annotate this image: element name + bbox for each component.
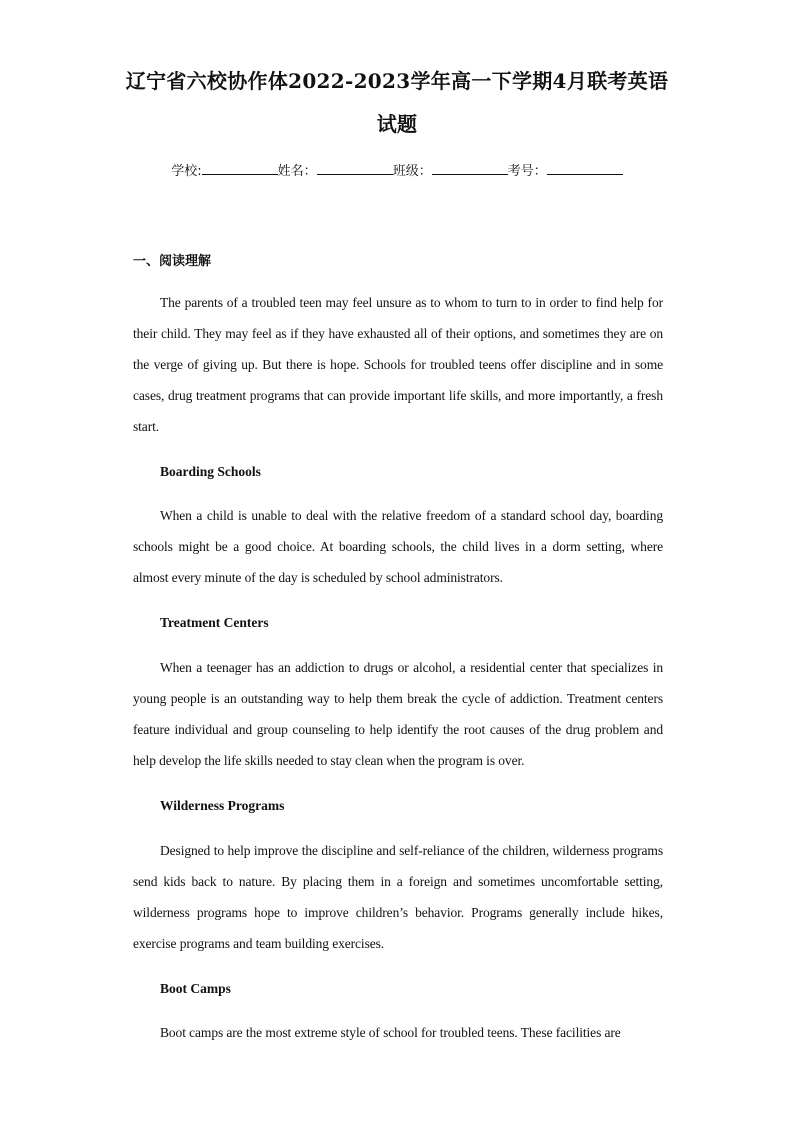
school-blank [202,160,278,175]
name-label: 姓名： [277,164,317,179]
exam-number-label: 考号： [507,164,547,179]
intro-paragraph [133,287,663,442]
student-info-row [0,160,794,181]
paragraph-text: Designed to help improve the discipline and self-reliance of the children, wilderness programs send kids back to nature. By placing them in a foreign and sometimes uncomfortable setting, wilderness programs hope to improve children’s behavior. Programs generally include hikes, exercise programs and team building exercises. [133,843,663,951]
class-label: 班级： [392,164,432,179]
document-title-continued: 试题 [376,112,418,136]
subheading-boot-camps: Boot Camps [160,981,231,996]
subheading-treatment-centers: Treatment Centers [160,615,269,630]
paragraph-text: When a teenager has an addiction to drugs or alcohol, a residential center that specializes in young people is an outstanding way to help them break the cycle of addiction. Treatment centers feature individual and group counseling to help identify the root causes of the drug problem and help develop the life skills needed to stay clean when the program is over. [133,660,663,768]
subheading-boarding-schools: Boarding Schools [160,464,261,479]
subheading-wilderness-programs: Wilderness Programs [160,798,285,813]
paragraph-text: When a child is unable to deal with the relative freedom of a standard school day, boarding schools might be a good choice. At boarding schools, the child lives in a dorm setting, where almost every minute of the day is scheduled by school administrators. [133,508,663,585]
paragraph-boot-camps [133,1017,663,1048]
name-blank [317,160,393,175]
school-label: 学校: [171,164,202,179]
paragraph-boarding-schools [133,500,663,593]
section-heading: 一、阅读理解 [133,254,212,269]
class-blank [432,160,508,175]
paragraph-text: Boot camps are the most extreme style of school for troubled teens. These facilities are [160,1025,621,1040]
paragraph-treatment-centers [133,652,663,776]
paragraph-wilderness-programs [133,835,663,959]
intro-text: The parents of a troubled teen may feel unsure as to whom to turn to in order to find help for their child. They may feel as if they have exhausted all of their options, and sometimes they are on the verge of giving up. But there is hope. Schools for troubled teens offer discipline and in some cases, drug treatment programs that can provide important life skills, and more importantly, a fresh start. [133,295,663,434]
exam-number-blank [547,160,623,175]
document-title: 辽宁省六校协作体2022-2023学年高一下学期4月联考英语 [125,69,669,93]
